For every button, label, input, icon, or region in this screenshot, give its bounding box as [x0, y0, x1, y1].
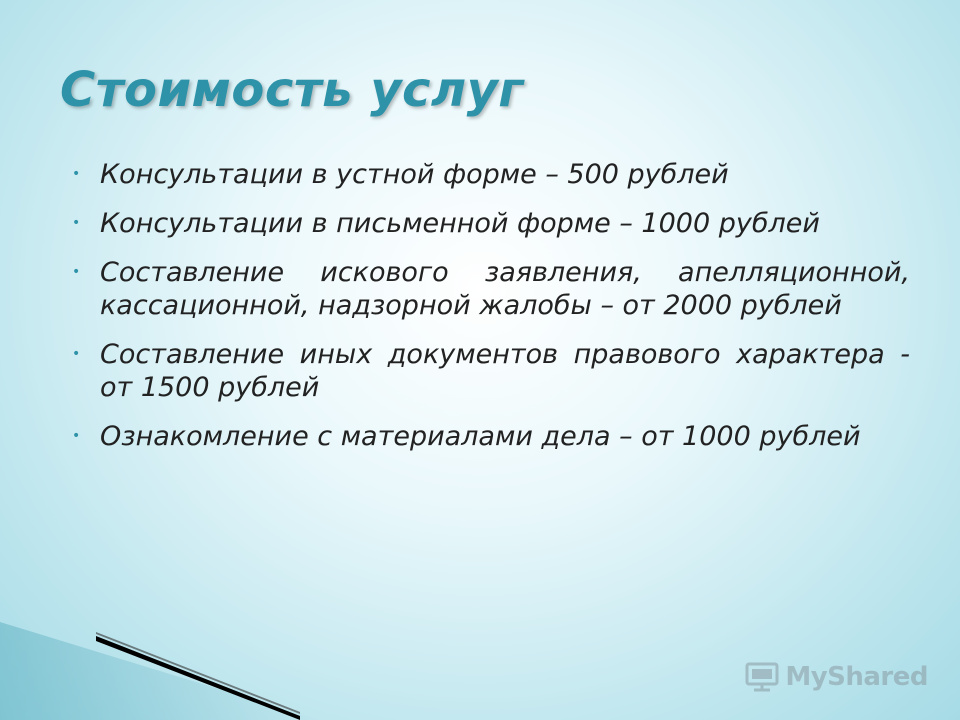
list-item-text: Консультации в устной форме – 500 рублей	[100, 159, 729, 190]
list-item-text: Составление иных документов правового характера - от 1500 рублей	[100, 339, 910, 403]
watermark	[745, 662, 928, 692]
list-item	[72, 420, 910, 453]
list-item-text: Составление искового заявления, апелляционной, кассационной, надзорной жалобы – от 2000 рублей	[100, 257, 910, 321]
slide-title: Стоимость услуг	[60, 62, 524, 118]
presentation-board-icon	[745, 662, 779, 692]
price-list	[72, 158, 910, 469]
list-item	[72, 207, 910, 240]
bullet-icon: •	[72, 346, 81, 362]
bullet-icon: •	[72, 428, 81, 444]
list-item	[72, 158, 910, 191]
list-item	[72, 338, 910, 404]
list-item-text: Консультации в письменной форме – 1000 рублей	[100, 208, 820, 239]
bullet-icon: •	[72, 215, 81, 231]
watermark-text: MyShared	[785, 662, 928, 692]
list-item-text: Ознакомление с материалами дела – от 1000 рублей	[100, 421, 861, 452]
bullet-icon: •	[72, 166, 81, 182]
list-item	[72, 256, 910, 322]
bullet-icon: •	[72, 264, 81, 280]
